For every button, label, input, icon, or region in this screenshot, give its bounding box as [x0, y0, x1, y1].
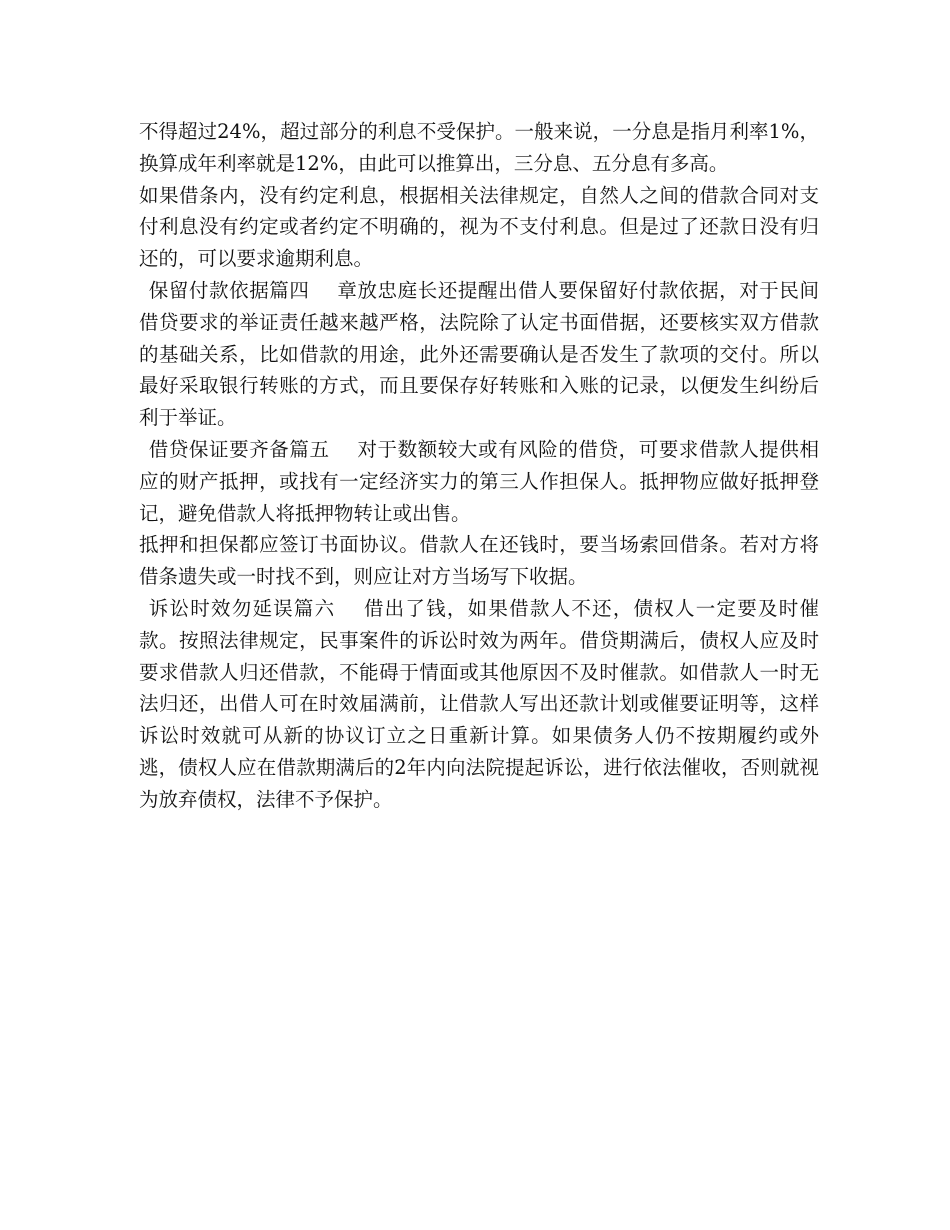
section-heading: 诉讼时效勿延误篇六 — [148, 596, 336, 620]
paragraph-text: 不得超过24%，超过部分的利息不受保护。一般来说，一分息是指月利率1%，换算成年利率就是12%，由此可以推算出，三分息、五分息有多高。 — [139, 120, 819, 175]
paragraph-section-six — [139, 593, 819, 816]
paragraph-text: 章放忠庭长还提醒出借人要保留好付款依据，对于民间借贷要求的举证责任越来越严格，法院除了认定书面借据，还要核实双方借款的基础关系，比如借款的用途，此外还需要确认是否发生了款项的交付。所以最好采取银行转账的方式，而且要保存好转账和入账的记录，以便发生纠纷后利于举证。 — [139, 278, 819, 430]
document-body — [139, 116, 819, 816]
paragraph-text: 对于数额较大或有风险的借贷，可要求借款人提供相应的财产抵押，或找有一定经济实力的第三人作担保人。抵押物应做好抵押登记，避免借款人将抵押物转让或出售。 — [139, 437, 819, 525]
paragraph-text: 借出了钱，如果借款人不还，债权人一定要及时催款。按照法律规定，民事案件的诉讼时效为两年。借贷期满后，债权人应及时要求借款人归还借款，不能碍于情面或其他原因不及时催款。如借款人一时无法归还，出借人可在时效届满前，让借款人写出还款计划或催要证明等，这样诉讼时效就可从新的协议订立之日重新计算。如果债务人仍不按期履约或外逃，债权人应在借款期满后的2年内向法院提起诉讼，进行依法催收，否则就视为放弃债权，法律不予保护。 — [139, 596, 819, 811]
paragraph-written-agreement — [139, 529, 819, 593]
paragraph-text: 抵押和担保都应签订书面协议。借款人在还钱时，要当场索回借条。若对方将借条遗失或一时找不到，则应让对方当场写下收据。 — [139, 533, 819, 589]
paragraph-no-agreed-interest — [139, 180, 819, 275]
section-heading: 借贷保证要齐备篇五 — [148, 437, 330, 461]
paragraph-text: 如果借条内，没有约定利息，根据相关法律规定，自然人之间的借款合同对支付利息没有约定或者约定不明确的，视为不支付利息。但是过了还款日没有归还的，可以要求逾期利息。 — [139, 183, 819, 271]
paragraph-section-five — [139, 434, 819, 529]
section-heading: 保留付款依据篇四 — [148, 278, 310, 302]
paragraph-section-four — [139, 275, 819, 434]
paragraph-interest-cap — [139, 116, 819, 180]
